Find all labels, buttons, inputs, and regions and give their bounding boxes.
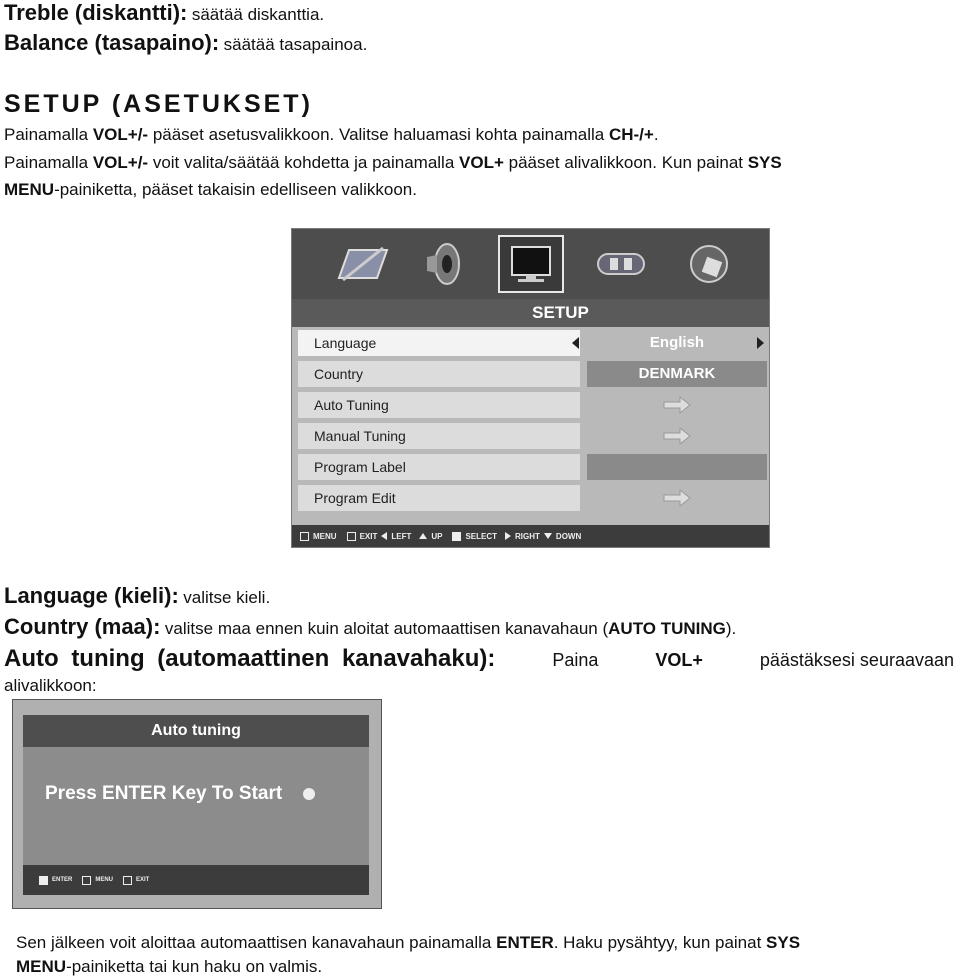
- menu-row-country[interactable]: [296, 358, 766, 389]
- text: Painamalla: [4, 153, 93, 172]
- menu-row-manual-tuning[interactable]: [296, 420, 766, 451]
- enter-arrow-icon: [587, 392, 767, 418]
- legend-menu: MENU: [95, 877, 114, 883]
- legend-exit: EXIT: [359, 531, 378, 541]
- key-sys: SYS: [747, 153, 782, 172]
- picture-icon: [330, 235, 396, 293]
- menu-row-language[interactable]: [296, 327, 766, 358]
- legend-menu: MENU: [313, 531, 337, 541]
- row-label: Country: [298, 361, 580, 387]
- row-value: English: [649, 334, 705, 351]
- row-label: Program Edit: [298, 485, 580, 511]
- exit-key-icon: [123, 876, 132, 885]
- text: päästäksesi seuraavaan: [759, 650, 954, 670]
- text: valitse maa ennen kuin aloitat automaattisen kanavahaun (: [164, 619, 609, 638]
- legend-select: SELECT: [465, 531, 498, 541]
- menu-title: SETUP: [292, 299, 769, 327]
- text: pääset asetusvalikkoon. Valitse haluamasi kohta painamalla: [148, 125, 609, 144]
- press-enter-prompt: Press ENTER Key To Start: [45, 783, 283, 804]
- text: .: [653, 125, 659, 144]
- final-paragraph-1: [16, 933, 800, 953]
- text: pääset alivalikkoon. Kun painat: [503, 153, 748, 172]
- function-icon: [676, 235, 742, 293]
- enter-arrow-icon: [587, 423, 767, 449]
- menu-key-icon: [300, 532, 309, 541]
- key-menu: MENU: [16, 957, 67, 976]
- country-line: [4, 614, 736, 640]
- menu-rows: [296, 327, 766, 513]
- treble-desc: säätää diskanttia.: [191, 5, 325, 24]
- legend-enter: ENTER: [52, 877, 73, 883]
- tv-setup-icon: [498, 235, 564, 293]
- key-vol: VOL+/-: [92, 125, 149, 144]
- legend-down: DOWN: [555, 531, 582, 541]
- treble-line: [4, 0, 324, 26]
- setup-paragraph-1: [4, 125, 659, 145]
- up-key-icon: [419, 533, 427, 539]
- text: voit valita/säätää kohdetta ja painamalla: [148, 153, 460, 172]
- auto-tuning-ref: AUTO TUNING: [608, 619, 726, 638]
- menu-key-icon: [82, 876, 91, 885]
- text: . Haku pysähtyy, kun painat: [553, 933, 767, 952]
- sound-icon: [410, 235, 476, 293]
- arrow-right-icon[interactable]: [757, 337, 764, 349]
- auto-tuning-body: [23, 747, 369, 865]
- text: -painiketta tai kun haku on valmis.: [66, 957, 323, 976]
- text: Painamalla: [4, 125, 93, 144]
- auto-tuning-term: Auto tuning (automaattinen kanavahaku):: [4, 645, 496, 672]
- menu-footer-legend: [292, 525, 769, 547]
- enter-arrow-icon: [587, 485, 767, 511]
- select-key-icon: [452, 532, 461, 541]
- balance-line: [4, 30, 367, 56]
- setup-paragraph-2: [4, 153, 782, 173]
- legend-left: LEFT: [391, 531, 412, 541]
- row-label: Program Label: [298, 454, 580, 480]
- row-label: Auto Tuning: [298, 392, 580, 418]
- key-ch: CH-/+: [608, 125, 654, 144]
- auto-tuning-line-2: alivalikkoon:: [4, 676, 97, 695]
- auto-tuning-line: [4, 645, 954, 673]
- country-term: Country (maa):: [4, 614, 161, 639]
- menu-row-auto-tuning[interactable]: [296, 389, 766, 420]
- setup-heading: SETUP (ASETUKSET): [4, 90, 313, 118]
- key-volplus: VOL+: [459, 153, 504, 172]
- exit-key-icon: [347, 532, 356, 541]
- text: Paina: [552, 650, 599, 670]
- right-key-icon: [505, 532, 511, 540]
- key-menu: MENU: [4, 180, 55, 199]
- text: ).: [725, 619, 737, 638]
- setup-paragraph-3: [4, 180, 417, 200]
- final-paragraph-2: [16, 957, 322, 977]
- auto-footer-legend: [23, 865, 369, 895]
- setup-menu-screenshot: [291, 228, 770, 548]
- treble-term: Treble (diskantti):: [4, 0, 188, 25]
- row-label: Language: [298, 330, 580, 356]
- auto-tuning-screenshot: [12, 699, 382, 909]
- balance-term: Balance (tasapaino):: [4, 30, 220, 55]
- down-key-icon: [544, 533, 552, 539]
- left-key-icon: [381, 532, 387, 540]
- row-value-empty: [587, 454, 767, 480]
- key-vol: VOL+/-: [92, 153, 149, 172]
- row-value: DENMARK: [587, 361, 767, 387]
- enter-dot-icon: [303, 788, 315, 800]
- language-line: [4, 583, 270, 609]
- enter-key-icon: [39, 876, 48, 885]
- menu-row-program-edit[interactable]: [296, 482, 766, 513]
- legend-exit: EXIT: [136, 877, 150, 883]
- channel-icon: [588, 235, 654, 293]
- menu-row-program-label[interactable]: [296, 451, 766, 482]
- legend-right: RIGHT: [515, 531, 540, 541]
- text: -painiketta, pääset takaisin edelliseen valikkoon.: [54, 180, 417, 199]
- key-volplus: VOL+: [655, 650, 703, 670]
- language-desc: valitse kieli.: [183, 588, 271, 607]
- row-label: Manual Tuning: [298, 423, 580, 449]
- key-enter: ENTER: [496, 933, 554, 952]
- auto-tuning-title: Auto tuning: [23, 715, 369, 747]
- language-term: Language (kieli):: [4, 583, 179, 608]
- legend-up: UP: [431, 531, 443, 541]
- arrow-left-icon[interactable]: [572, 337, 579, 349]
- balance-desc: säätää tasapainoa.: [223, 35, 368, 54]
- key-sys: SYS: [766, 933, 801, 952]
- menu-icon-bar: [292, 229, 769, 299]
- text: Sen jälkeen voit aloittaa automaattisen kanavahaun painamalla: [16, 933, 497, 952]
